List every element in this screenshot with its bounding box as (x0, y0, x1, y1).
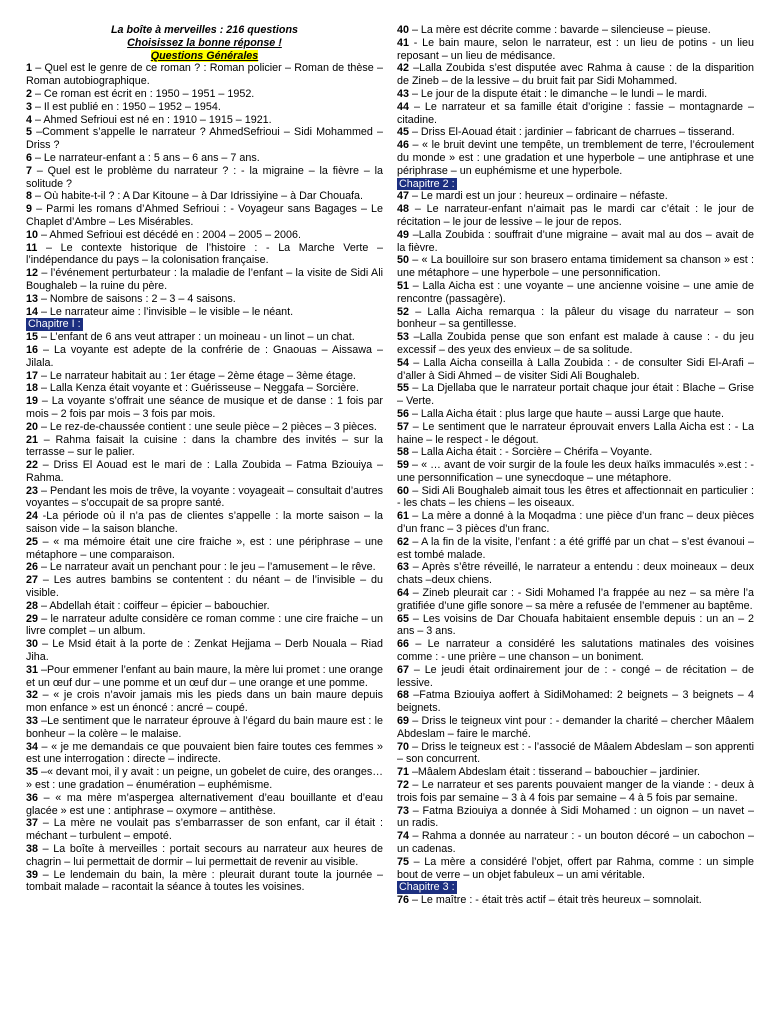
question-text: – Ce roman est écrit en : 1950 – 1951 – 1952. (31, 87, 255, 100)
question-text: – le narrateur adulte considère ce roman comme : une cire fraiche – un livre complet – un album. (26, 612, 383, 638)
document-header (26, 24, 383, 62)
question-item (397, 779, 754, 805)
question-item (26, 664, 383, 690)
question-number: 60 (397, 484, 409, 497)
question-number: 55 (397, 382, 409, 395)
question-text: – « ma mère m’aspergea alternativement d’eau bouillante et d’eau glacée » est une : antiphrase – oxymore – antithèse. (26, 791, 383, 817)
section-heading: Questions Générales (150, 49, 259, 62)
question-number: 37 (26, 817, 38, 830)
right-column (397, 24, 754, 1016)
question-text: – Le Msid était à la porte de : Zenkat Hejjama – Derb Nouala – Riad Jiha. (26, 638, 383, 664)
question-text: – Quel est le problème du narrateur ? : - la migraine – la fièvre – la solitude ? (26, 164, 383, 190)
question-item (397, 280, 754, 306)
question-item (26, 203, 383, 229)
chapter-label: Chapitre I : (28, 318, 81, 331)
question-item (26, 574, 383, 600)
question-number: 73 (397, 804, 409, 817)
question-text: – Ahmed Sefrioui est décédé en : 2004 – 2005 – 2006. (37, 228, 301, 241)
question-text: - Le bain maure, selon le narrateur, est : un lieu de potins - un lieu reposant – un lieu de médisance. (397, 36, 754, 62)
question-text: – « le bruit devint une tempête, un tremblement de terre, l’écroulement du monde » est : une gradation et une hyperbole – une antiphrase et une périphrase – un euphémisme et une hyperbole. (397, 139, 754, 177)
question-text: –Comment s’appelle le narrateur ? AhmedSefrioui – Sidi Mohammed – Driss ? (26, 126, 383, 152)
question-item (26, 190, 383, 203)
question-text: – Zineb pleurait car : - Sidi Mohamed l’a frappée au nez – sa mère l’a gratifiée d’une gifle sonore – sa mère a refusée de l’emmener au baptême. (397, 587, 754, 612)
question-number: 19 (26, 395, 38, 408)
question-number: 53 (397, 331, 409, 344)
question-text: – Le rez-de-chaussée contient : une seule pièce – 2 pièces – 3 pièces. (37, 420, 377, 433)
question-text: – Lalla Aicha conseilla à Lalla Zoubida : - de consulter Sidi El-Arafi – d’aller à Sidi Ahmed – de visiter Sidi Ali Boughaleb. (397, 356, 754, 382)
question-text: – Quel est le genre de ce roman ? : Roman policier – Roman de thèse – Roman autobiographique. (26, 62, 383, 88)
question-number: 44 (397, 100, 409, 113)
question-number: 32 (26, 689, 38, 702)
question-item (397, 613, 754, 639)
question-number: 30 (26, 638, 38, 651)
question-item (397, 805, 754, 831)
question-text: – Rahma a donnée au narrateur : - un bouton décoré – un cabochon – un cadenas. (397, 830, 754, 855)
question-text: – Le narrateur et ses parents pouvaient manger de la viande : - deux à trois fois par semaine – 3 à 4 fois par semaine – 4 à 5 fois par semaine. (397, 779, 754, 804)
question-item (397, 408, 754, 421)
question-item (26, 293, 383, 306)
question-item (26, 689, 383, 715)
question-item (26, 510, 383, 536)
document-title: La boîte à merveilles : 216 questions (110, 24, 298, 36)
question-text: – « je me demandais ce que pouvaient bien faire toutes ces femmes » est une interrogation : directe – indirecte. (26, 740, 383, 766)
question-number: 63 (397, 561, 409, 574)
chapter-heading (397, 178, 754, 191)
question-number: 61 (397, 510, 409, 523)
question-number: 17 (26, 369, 38, 382)
question-text: – Lalla Kenza était voyante et : Guérisseuse – Neggafa – Sorcière. (37, 382, 359, 395)
question-text: –Mâalem Abdeslam était : tisserand – babouchier – jardinier. (408, 766, 700, 779)
question-item (397, 101, 754, 127)
question-number: 13 (26, 292, 38, 305)
question-number: 45 (397, 126, 409, 139)
question-text: – Il est publié en : 1950 – 1952 – 1954. (31, 100, 221, 113)
question-item (397, 536, 754, 562)
left-column (26, 24, 383, 1016)
question-number: 38 (26, 843, 38, 855)
question-item (397, 421, 754, 447)
question-text: -La période où il n’a pas de clientes s’appelle : la morte saison – la saison vide – la saison blanche. (26, 510, 383, 536)
question-item (397, 856, 754, 882)
question-number: 3 (26, 100, 32, 113)
question-text: – Le maître : - était très actif – était très heureux – somnolait. (408, 894, 702, 907)
question-number: 46 (397, 139, 409, 152)
question-item (26, 62, 383, 88)
question-item (26, 395, 383, 421)
question-number: 57 (397, 420, 409, 433)
question-item (26, 485, 383, 511)
question-number: 25 (26, 535, 38, 548)
question-number: 8 (26, 190, 32, 203)
question-text: – Les autres bambins se contentent : du néant – de l’invisible – du visible. (26, 574, 383, 600)
question-text: –Fatma Bziouiya aoffert à SidiMohamed: 2 beignets – 3 beignets – 4 beignets. (397, 689, 754, 715)
question-item (26, 459, 383, 485)
question-item (397, 126, 754, 139)
question-number: 22 (26, 459, 38, 472)
question-number: 24 (26, 510, 38, 523)
question-text: – La voyante s’offrait une séance de musique et de danse : 1 fois par mois – 2 fois par mois – 3 fois par mois. (26, 395, 383, 420)
question-item (26, 229, 383, 242)
question-number: 51 (397, 279, 409, 292)
question-number: 43 (397, 87, 409, 100)
question-number: 49 (397, 228, 409, 241)
question-text: – Le narrateur-enfant a : 5 ans – 6 ans – 7 ans. (31, 151, 260, 164)
question-text: – La Djellaba que le narrateur portait chaque jour était : Blache – Grise – Verte. (397, 382, 754, 408)
question-number: 62 (397, 535, 409, 548)
question-item (26, 165, 383, 191)
question-number: 31 (26, 663, 38, 676)
question-text: – Driss El-Aouad était : jardinier – fabricant de charrues – tisserand. (408, 126, 735, 139)
question-number: 4 (26, 113, 32, 126)
question-text: – L’enfant de 6 ans veut attraper : un moineau - un linot – un chat. (37, 331, 355, 344)
question-item (26, 344, 383, 370)
question-item (26, 638, 383, 664)
question-item (397, 446, 754, 459)
question-item (26, 114, 383, 127)
question-text: – Le narrateur-enfant n’aimait pas le mardi car c’était : le jour de récitation – le jour de lessive – le jour de repos. (397, 203, 754, 228)
question-text: – « je crois n’avoir jamais mis les pieds dans un bain maure depuis mon enfance » est un énoncé : ancré – coupé. (26, 689, 383, 715)
question-number: 39 (26, 868, 38, 881)
question-item (26, 267, 383, 293)
question-item (26, 421, 383, 434)
question-number: 40 (397, 24, 409, 36)
question-text: – Fatma Bziouiya a donnée à Sidi Mohamed : un oignon – un navet – un radis. (397, 804, 754, 830)
question-text: – La boîte à merveilles : portait secours au narrateur aux heures de chagrin – lui permettait de dormir – lui permettait de revenir au visible. (26, 843, 383, 868)
question-item (397, 37, 754, 63)
question-number: 74 (397, 830, 409, 843)
question-item (397, 24, 754, 37)
question-number: 50 (397, 254, 409, 267)
question-number: 29 (26, 612, 38, 625)
question-text: – Abdellah était : coiffeur – épicier – babouchier. (37, 599, 270, 612)
question-number: 34 (26, 740, 38, 753)
question-item (26, 242, 383, 268)
question-number: 7 (26, 164, 32, 177)
question-number: 54 (397, 356, 409, 369)
question-number: 58 (397, 446, 409, 459)
question-text: –Lalla Zoubida : souffrait d’une migraine – avait mal au dos – avait de la fièvre. (397, 228, 754, 254)
question-text: – Le jeudi était ordinairement jour de : - congé – de récitation – de lessive. (397, 663, 754, 689)
question-text: – Le lendemain du bain, la mère : pleurait durant toute la journée – tombait malade – racontait la séance à toutes les voisines. (26, 868, 383, 894)
question-text: – Driss El Aouad est le mari de : Lalla Zoubida – Fatma Bziouiya – Rahma. (26, 459, 383, 484)
question-item (26, 766, 383, 792)
question-number: 9 (26, 203, 32, 216)
question-text: – « … avant de voir surgir de la foule les deux haïks immaculés ».est : - une personnification – une synecdoque – une métaphore. (397, 459, 754, 484)
question-text: – La mère est décrite comme : bavarde – silencieuse – pieuse. (408, 24, 711, 36)
chapter-heading (397, 881, 754, 894)
question-text: – La mère ne voulait pas s’embarrasser de son enfant, car il était : méchant – turbulent – empoté. (26, 817, 383, 843)
question-text: – l’événement perturbateur : la maladie de l’enfant – la visite de Sidi Ali Boughaleb – la ruine du père. (26, 267, 383, 292)
chapter-heading (26, 318, 383, 331)
question-text: – Parmi les romans d’Ahmed Sefrioui : - Voyageur sans Bagages – Le Chaplet d’Ambre – Les Misérables. (26, 203, 383, 228)
question-text: – La voyante est adepte de la confrérie de : Gnaouas – Aissawa – Jilala. (26, 343, 383, 369)
question-item (26, 561, 383, 574)
question-text: – Le narrateur a considéré les salutations matinales des voisines comme : - une prière – une chanson – un boniment. (397, 638, 754, 664)
question-text: – La mère a donné à la Moqadma : une pièce d’un franc – deux pièces d’un franc – 3 pièces d’un franc. (397, 510, 754, 536)
question-number: 10 (26, 228, 38, 241)
question-item (26, 817, 383, 843)
question-text: – « ma mémoire était une cire fraiche », est : une périphrase – une métaphore – une comparaison. (26, 535, 383, 561)
question-text: – Lalla Aicha est : une voyante – une ancienne voisine – une amie de rencontre (passagère). (397, 279, 754, 305)
question-number: 59 (397, 459, 409, 472)
question-item (397, 485, 754, 511)
question-item (26, 741, 383, 767)
question-item (26, 600, 383, 613)
question-number: 48 (397, 203, 409, 216)
question-item (397, 229, 754, 255)
question-item (26, 152, 383, 165)
chapter-label: Chapitre 3 : (399, 881, 455, 894)
question-item (26, 370, 383, 383)
question-text: –Lalla Zoubida pense que son enfant est malade à cause : - du jeu excessif – des yeux des envieux – de sa solitude. (397, 331, 754, 356)
question-number: 69 (397, 715, 409, 728)
question-text: – Lalla Aicha remarqua : la pâleur du visage du narrateur – son bonheur – sa gentillesse. (397, 305, 754, 331)
question-text: – Le narrateur avait un penchant pour : le jeu – l’amusement – le rêve. (37, 561, 376, 574)
question-text: – Le narrateur et sa famille était d’origine : fassie – montagnarde – citadine. (397, 100, 754, 126)
question-item (397, 382, 754, 408)
question-text: – Lalla Aicha était : plus large que haute – aussi Large que haute. (408, 407, 724, 420)
document-subtitle: Choisissez la bonne réponse ! (127, 36, 282, 49)
question-number: 21 (26, 433, 38, 446)
question-item (26, 331, 383, 344)
question-text: – Sidi Ali Boughaleb aimait tous les êtres et affectionnait en particulier : - les chats – les chiens – les oiseaux. (397, 484, 754, 510)
question-text: – Le narrateur habitait au : 1er étage – 2ème étage – 3ème étage. (37, 369, 356, 382)
question-text: – Driss le teigneux vint pour : - demander la charité – chercher Mâalem Abdeslam – faire le marché. (397, 715, 754, 740)
question-item (397, 254, 754, 280)
question-item (26, 101, 383, 114)
question-number: 18 (26, 382, 38, 395)
question-text: – Le narrateur aime : l’invisible – le visible – le néant. (37, 305, 294, 318)
question-item (397, 664, 754, 690)
question-item (397, 203, 754, 229)
question-number: 23 (26, 484, 38, 497)
question-item (397, 561, 754, 587)
question-text: – Nombre de saisons : 2 – 3 – 4 saisons. (37, 292, 236, 305)
question-text: – Le jour de la dispute était : le dimanche – le lundi – le mardi. (408, 87, 708, 100)
question-text: – Le sentiment que le narrateur éprouvait envers Lalla Aicha est : - La haine – le respect - le dégout. (397, 420, 754, 446)
question-item (26, 88, 383, 101)
question-text: – Où habite-t-il ? : A Dar Kitoune – à Dar Idrissiyine – à Dar Chouafa. (31, 190, 364, 203)
question-number: 15 (26, 331, 38, 344)
question-text: – Les voisins de Dar Chouafa habitaient ensemble depuis : un an – 2 ans – 3 ans. (397, 612, 754, 638)
question-item (26, 536, 383, 562)
question-text: – Pendant les mois de trêve, la voyante : voyageait – consultait d’autres voyantes – s’occupait de sa propre santé. (26, 484, 383, 510)
question-text: – Lalla Aicha était : - Sorcière – Chérifa – Voyante. (408, 446, 653, 459)
question-item (26, 382, 383, 395)
question-text: – Ahmed Sefrioui est né en : 1910 – 1915 – 1921. (31, 113, 272, 126)
question-item (397, 830, 754, 856)
question-item (26, 792, 383, 818)
question-item (26, 869, 383, 895)
question-text: – Rahma faisait la cuisine : dans la chambre des invités – sur la terrasse – sur le palier. (26, 433, 383, 459)
question-number: 6 (26, 151, 32, 164)
question-item (397, 510, 754, 536)
question-number: 35 (26, 766, 38, 779)
question-text: – « La bouilloire sur son brasero entama timidement sa chanson » est : une métaphore – une hyperbole – une personnification. (397, 254, 754, 280)
question-text: – A la fin de la visite, l’enfant : a été griffé par un chat – s’est évanoui – est tombé malade. (397, 535, 754, 561)
question-text: – Le mardi est un jour : heureux – ordinaire – néfaste. (408, 190, 668, 203)
question-number: 5 (26, 126, 32, 139)
question-item (397, 459, 754, 485)
question-text: –Le sentiment que le narrateur éprouve à l’égard du bain maure est : le bonheur – la colère – le malaise. (26, 715, 383, 740)
chapter-label: Chapitre 2 : (399, 177, 455, 190)
question-item (397, 715, 754, 741)
question-number: 70 (397, 740, 409, 753)
question-number: 75 (397, 855, 409, 868)
question-item (26, 715, 383, 741)
question-text: – Après s’être réveillé, le narrateur a entendu : deux moineaux – deux chats –deux chiens. (397, 561, 754, 587)
question-number: 41 (397, 36, 409, 49)
question-item (397, 190, 754, 203)
question-text: –« devant moi, il y avait : un peigne, un gobelet de cuire, des oranges… » est : une gradation – énumération – euphémisme. (26, 766, 383, 792)
question-number: 36 (26, 791, 38, 804)
question-number: 28 (26, 599, 38, 612)
question-number: 76 (397, 894, 409, 907)
question-text: – La mère a considéré l’objet, offert par Rahma, comme : un simple bout de verre – un objet fabuleux – un ami véritable. (397, 855, 754, 881)
question-item (26, 434, 383, 460)
question-item (397, 331, 754, 357)
question-number: 33 (26, 715, 38, 728)
question-number: 11 (26, 241, 38, 254)
question-item (26, 306, 383, 319)
question-number: 71 (397, 766, 409, 779)
question-number: 66 (397, 638, 409, 651)
question-item (26, 843, 383, 869)
question-number: 72 (397, 779, 409, 792)
question-text: –Pour emmener l’enfant au bain maure, la mère lui promet : une orange et un œuf dur – une pomme et un œuf dur – une orange et une pomme. (26, 663, 383, 689)
question-number: 56 (397, 407, 409, 420)
question-number: 12 (26, 267, 38, 280)
question-number: 14 (26, 305, 38, 318)
question-item (397, 689, 754, 715)
question-item (397, 766, 754, 779)
question-item (397, 638, 754, 664)
question-number: 65 (397, 612, 409, 625)
question-item (26, 613, 383, 639)
question-number: 16 (26, 343, 38, 356)
question-item (397, 587, 754, 613)
question-number: 68 (397, 689, 409, 702)
question-number: 67 (397, 663, 409, 676)
question-item (397, 306, 754, 332)
question-text: –Lalla Zoubida s’est disputée avec Rahma à cause : de la disparition de Zineb – de la lessive – du bruit fait par Sidi Mohammed. (397, 62, 754, 88)
question-item (397, 741, 754, 767)
question-text: – Le contexte historique de l’histoire : - La Marche Verte – l’indépendance du pays – la colonisation française. (26, 241, 383, 267)
question-number: 52 (397, 305, 409, 318)
question-number: 1 (26, 62, 32, 75)
question-number: 2 (26, 87, 32, 100)
question-number: 42 (397, 62, 409, 75)
question-number: 26 (26, 561, 38, 574)
question-text: – Driss le teigneux est : - l’associé de Mâalem Abdeslam – son apprenti – son concurrent. (397, 740, 754, 766)
question-number: 64 (397, 587, 409, 600)
question-item (397, 139, 754, 177)
question-item (397, 62, 754, 88)
question-item (397, 357, 754, 383)
question-item (397, 88, 754, 101)
question-item (397, 894, 754, 907)
question-number: 20 (26, 420, 38, 433)
question-number: 27 (26, 574, 38, 587)
question-number: 47 (397, 190, 409, 203)
question-item (26, 126, 383, 152)
